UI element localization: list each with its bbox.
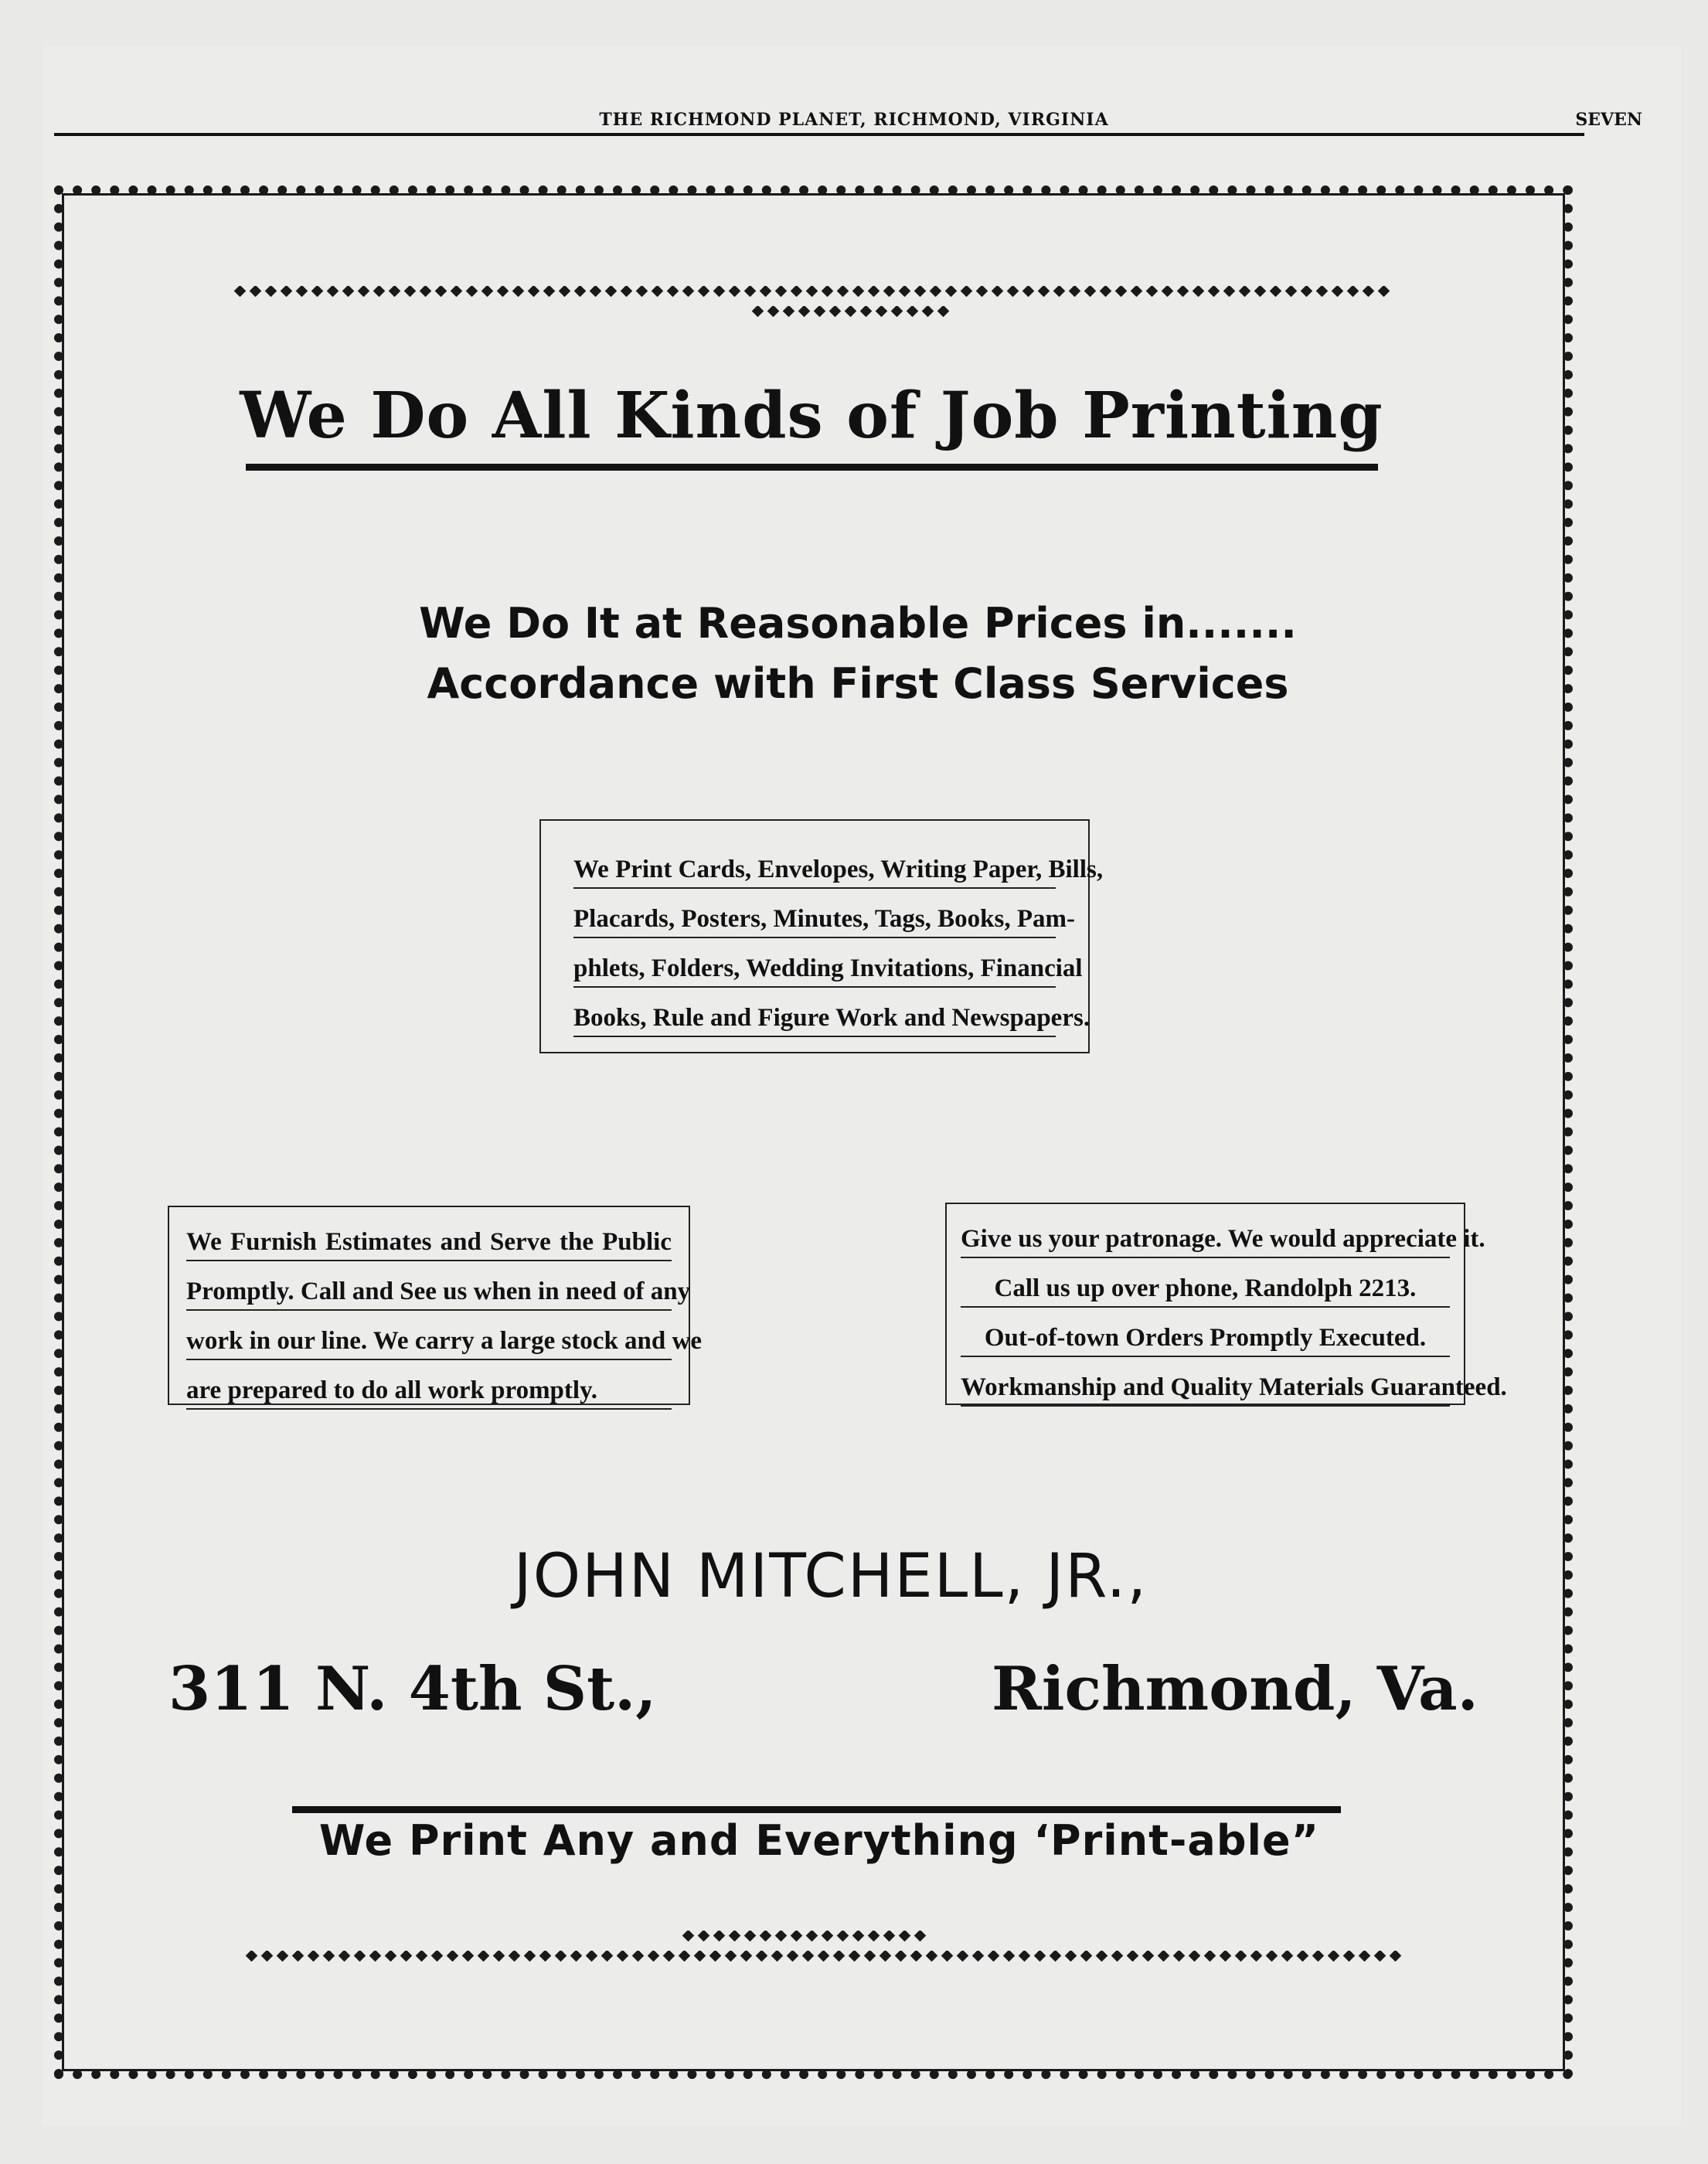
diamond-ornament (539, 1951, 551, 1962)
diamond-ornament (338, 1951, 350, 1962)
diamond-ornament (260, 1951, 273, 1962)
diamond-ornament (558, 286, 570, 297)
diamond-ornament-bottom (174, 1951, 1472, 1962)
diamond-ornament (898, 1931, 910, 1941)
diamond-ornament (589, 286, 601, 297)
diamond-ornament (1064, 1951, 1077, 1962)
diamond-ornament (1315, 286, 1328, 297)
diamond-ornament (1192, 286, 1204, 297)
diamond-ornament (635, 286, 648, 297)
diamond-ornament (678, 1951, 690, 1962)
diamond-ornament (631, 1951, 644, 1962)
masthead-rule (54, 133, 1584, 136)
diamond-ornament (523, 1951, 536, 1962)
subhead-line-2: Accordance with First Class Services (427, 659, 1289, 708)
diamond-ornament (1234, 1951, 1247, 1962)
diamond-ornament (403, 286, 416, 297)
diamond-ornament (481, 286, 493, 297)
diamond-ornament (786, 1951, 798, 1962)
masthead-title: THE RICHMOND PLANET, RICHMOND, VIRGINIA (599, 110, 1109, 130)
diamond-ornament (987, 1951, 999, 1962)
diamond-ornament (1362, 286, 1374, 297)
diamond-ornament (1114, 286, 1127, 297)
diamond-ornament (921, 306, 934, 317)
ad-border-inner (62, 193, 1565, 2071)
diamond-ornament (821, 286, 833, 297)
diamond-ornament (1053, 286, 1065, 297)
diamond-ornament (1203, 1951, 1216, 1962)
diamond-ornament (728, 286, 740, 297)
diamond-ornament (311, 286, 323, 297)
diamond-ornament (894, 1951, 907, 1962)
diamond-ornament (755, 1951, 767, 1962)
diamond-ornament (1176, 286, 1189, 297)
diamond-ornament (941, 1951, 953, 1962)
city-address: Richmond, Va. (992, 1654, 1478, 1724)
diamond-ornament (937, 306, 949, 317)
diamond-ornament (782, 306, 794, 317)
motto-rule (292, 1806, 1341, 1813)
diamond-ornament (914, 286, 926, 297)
diamond-ornament (697, 286, 709, 297)
diamond-ornament (573, 286, 586, 297)
diamond-ornament (1296, 1951, 1308, 1962)
diamond-ornament (709, 1951, 721, 1962)
diamond-ornament (1130, 286, 1142, 297)
diamond-ornament (863, 1951, 876, 1962)
diamond-ornament (890, 306, 903, 317)
diamond-ornament (740, 1951, 752, 1962)
street-address: 311 N. 4th St., (168, 1654, 657, 1724)
diamond-ornament (357, 286, 369, 297)
diamond-ornament (1006, 286, 1019, 297)
diamond-ornament (461, 1951, 474, 1962)
diamond-ornament (384, 1951, 396, 1962)
diamond-ornament (1033, 1951, 1046, 1962)
subhead-line-1: We Do It at Reasonable Prices in....... (419, 599, 1297, 648)
diamond-ornament (446, 1951, 458, 1962)
diamond-ornament (662, 1951, 675, 1962)
diamond-ornament (906, 306, 918, 317)
diamond-ornament (1219, 1951, 1231, 1962)
diamond-ornament (508, 1951, 520, 1962)
diamond-ornament (1207, 286, 1220, 297)
diamond-ornament (601, 1951, 613, 1962)
diamond-ornament (477, 1951, 489, 1962)
patronage-line-2: Call us up over phone, Randolph 2213. (961, 1271, 1450, 1308)
diamond-ornament (724, 1951, 737, 1962)
diamond-ornament (1022, 286, 1034, 297)
diamond-ornament (867, 1931, 880, 1941)
diamond-ornament (1327, 1951, 1339, 1962)
diamond-ornament (1037, 286, 1050, 297)
diamond-ornament (1331, 286, 1343, 297)
diamond-ornament (867, 286, 880, 297)
diamond-ornament (991, 286, 1003, 297)
diamond-ornament (813, 306, 825, 317)
diamond-ornament (651, 286, 663, 297)
diamond-ornament (291, 1951, 304, 1962)
diamond-ornament (805, 1931, 818, 1941)
diamond-ornament (369, 1951, 381, 1962)
diamond-ornament (1095, 1951, 1107, 1962)
diamond-ornament (713, 1931, 725, 1941)
diamond-ornament (585, 1951, 597, 1962)
estimates-line-2: Promptly. Call and See us when in need of any (186, 1274, 672, 1311)
diamond-ornament (353, 1951, 366, 1962)
diamond-ornament (388, 286, 400, 297)
diamond-ornament (465, 286, 478, 297)
estimates-line-4: are prepared to do all work promptly. (186, 1373, 672, 1410)
diamond-ornament (898, 286, 910, 297)
proprietor-name: JOHN MITCHELL, JR., (513, 1542, 1148, 1611)
diamond-ornament (1373, 1951, 1386, 1962)
diamond-ornament (910, 1951, 922, 1962)
diamond-ornament (832, 1951, 845, 1962)
services-box (539, 819, 1104, 1053)
diamond-ornament (1346, 286, 1359, 297)
diamond-ornament (960, 286, 972, 297)
diamond-ornament (844, 306, 856, 317)
diamond-ornament (1161, 286, 1173, 297)
diamond-ornament (1238, 286, 1250, 297)
diamond-ornament (527, 286, 539, 297)
diamond-ornament (771, 1951, 783, 1962)
diamond-ornament (1358, 1951, 1370, 1962)
diamond-ornament (1250, 1951, 1262, 1962)
diamond-ornament (682, 286, 694, 297)
diamond-ornament (326, 286, 339, 297)
diamond-ornament (1300, 286, 1312, 297)
diamond-ornament (554, 1951, 566, 1962)
diamond-ornament (914, 1931, 926, 1941)
diamond-ornament (1342, 1951, 1355, 1962)
diamond-ornament (821, 1931, 833, 1941)
diamond-ornament (1126, 1951, 1138, 1962)
services-line-2: Placards, Posters, Minutes, Tags, Books, Pam- (573, 901, 1056, 938)
diamond-ornament (616, 1951, 628, 1962)
diamond-ornament (400, 1951, 412, 1962)
diamond-ornament (280, 286, 292, 297)
diamond-ornament (790, 286, 802, 297)
diamond-ornament (1172, 1951, 1185, 1962)
diamond-ornament (759, 286, 771, 297)
diamond-ornament (1080, 1951, 1092, 1962)
diamond-ornament (264, 286, 277, 297)
diamond-ornament (430, 1951, 443, 1962)
diamond-ornament (774, 1931, 787, 1941)
diamond-ornament (543, 286, 555, 297)
patronage-box (945, 1203, 1507, 1405)
diamond-ornament (1111, 1951, 1123, 1962)
diamond-ornament (245, 1951, 257, 1962)
diamond-ornament (342, 286, 354, 297)
diamond-ornament (1254, 286, 1266, 297)
diamond-ornament (790, 1931, 802, 1941)
estimates-line-1: We Furnish Estimates and Serve the Public (186, 1224, 672, 1261)
diamond-ornament (1084, 286, 1096, 297)
diamond-ornament (604, 286, 617, 297)
diamond-ornament (450, 286, 462, 297)
diamond-ornament (1049, 1951, 1061, 1962)
diamond-ornament (817, 1951, 829, 1962)
masthead (54, 110, 1654, 133)
services-line-3: phlets, Folders, Wedding Invitations, Financial (573, 951, 1056, 988)
diamond-ornament (728, 1931, 740, 1941)
patronage-line-3: Out-of-town Orders Promptly Executed. (961, 1320, 1450, 1357)
diamond-ornament (848, 1951, 860, 1962)
diamond-ornament (971, 1951, 984, 1962)
diamond-ornament (1284, 286, 1297, 297)
diamond-ornament (883, 286, 895, 297)
diamond-ornament (233, 286, 246, 297)
diamond-ornament (496, 286, 509, 297)
patronage-line-4: Workmanship and Quality Materials Guaranteed. (961, 1370, 1450, 1407)
diamond-ornament (875, 306, 887, 317)
diamond-ornament (620, 286, 632, 297)
diamond-ornament (925, 1951, 937, 1962)
motto: We Print Any and Everything ‘Print-able” (318, 1816, 1320, 1865)
diamond-ornament (1099, 286, 1111, 297)
diamond-ornament (805, 286, 818, 297)
diamond-ornament (767, 306, 779, 317)
diamond-ornament (1377, 286, 1390, 297)
diamond-ornament (1188, 1951, 1200, 1962)
diamond-ornament (1018, 1951, 1030, 1962)
diamond-ornament (666, 286, 679, 297)
diamond-ornament (859, 306, 872, 317)
headline: We Do All Kinds of Job Printing (240, 379, 1383, 453)
diamond-ornament (879, 1951, 891, 1962)
diamond-ornament (836, 286, 849, 297)
diamond-ornament (1157, 1951, 1169, 1962)
diamond-ornament-top (162, 286, 1461, 297)
diamond-ornament (1389, 1951, 1401, 1962)
diamond-ornament (798, 306, 810, 317)
diamond-ornament (512, 286, 524, 297)
diamond-ornament (697, 1931, 709, 1941)
diamond-ornament (774, 286, 787, 297)
services-line-4: Books, Rule and Figure Work and Newspapers. (573, 1000, 1056, 1037)
diamond-ornament (307, 1951, 319, 1962)
diamond-ornament (322, 1951, 335, 1962)
diamond-ornament (975, 286, 988, 297)
diamond-ornament (828, 306, 841, 317)
diamond-ornament (295, 286, 308, 297)
services-line-1: We Print Cards, Envelopes, Writing Paper, Bills, (573, 852, 1056, 889)
diamond-ornament (682, 1931, 694, 1941)
diamond-ornament (1145, 286, 1158, 297)
diamond-ornament (693, 1951, 706, 1962)
diamond-ornament (1269, 286, 1281, 297)
diamond-ornament (1068, 286, 1080, 297)
diamond-ornament (1312, 1951, 1324, 1962)
diamond-ornament (852, 286, 864, 297)
diamond-ornament-top-center (734, 306, 966, 317)
headline-rule (246, 464, 1378, 471)
diamond-ornament (647, 1951, 659, 1962)
diamond-ornament (415, 1951, 427, 1962)
diamond-ornament (759, 1931, 771, 1941)
diamond-ornament (570, 1951, 582, 1962)
diamond-ornament (713, 286, 725, 297)
diamond-ornament (434, 286, 447, 297)
diamond-ornament (801, 1951, 814, 1962)
diamond-ornament (1223, 286, 1235, 297)
diamond-ornament (836, 1931, 849, 1941)
diamond-ornament (419, 286, 431, 297)
diamond-ornament (852, 1931, 864, 1941)
diamond-ornament (1002, 1951, 1015, 1962)
diamond-ornament (743, 286, 756, 297)
diamond-ornament (373, 286, 385, 297)
diamond-ornament (883, 1931, 895, 1941)
estimates-box (168, 1206, 702, 1405)
diamond-ornament (1281, 1951, 1293, 1962)
patronage-line-1: Give us your patronage. We would appreciate it. (961, 1221, 1450, 1258)
diamond-ornament (1142, 1951, 1154, 1962)
diamond-ornament (944, 286, 957, 297)
page-number: SEVEN (1575, 110, 1642, 130)
diamond-ornament (1265, 1951, 1278, 1962)
diamond-ornament (492, 1951, 505, 1962)
diamond-ornament (249, 286, 261, 297)
estimates-line-3: work in our line. We carry a large stock and we (186, 1323, 672, 1360)
diamond-ornament (751, 306, 764, 317)
diamond-ornament (276, 1951, 288, 1962)
diamond-ornament (743, 1931, 756, 1941)
diamond-ornament (956, 1951, 968, 1962)
diamond-ornament (929, 286, 941, 297)
diamond-ornament-bottom-center (657, 1931, 951, 1941)
